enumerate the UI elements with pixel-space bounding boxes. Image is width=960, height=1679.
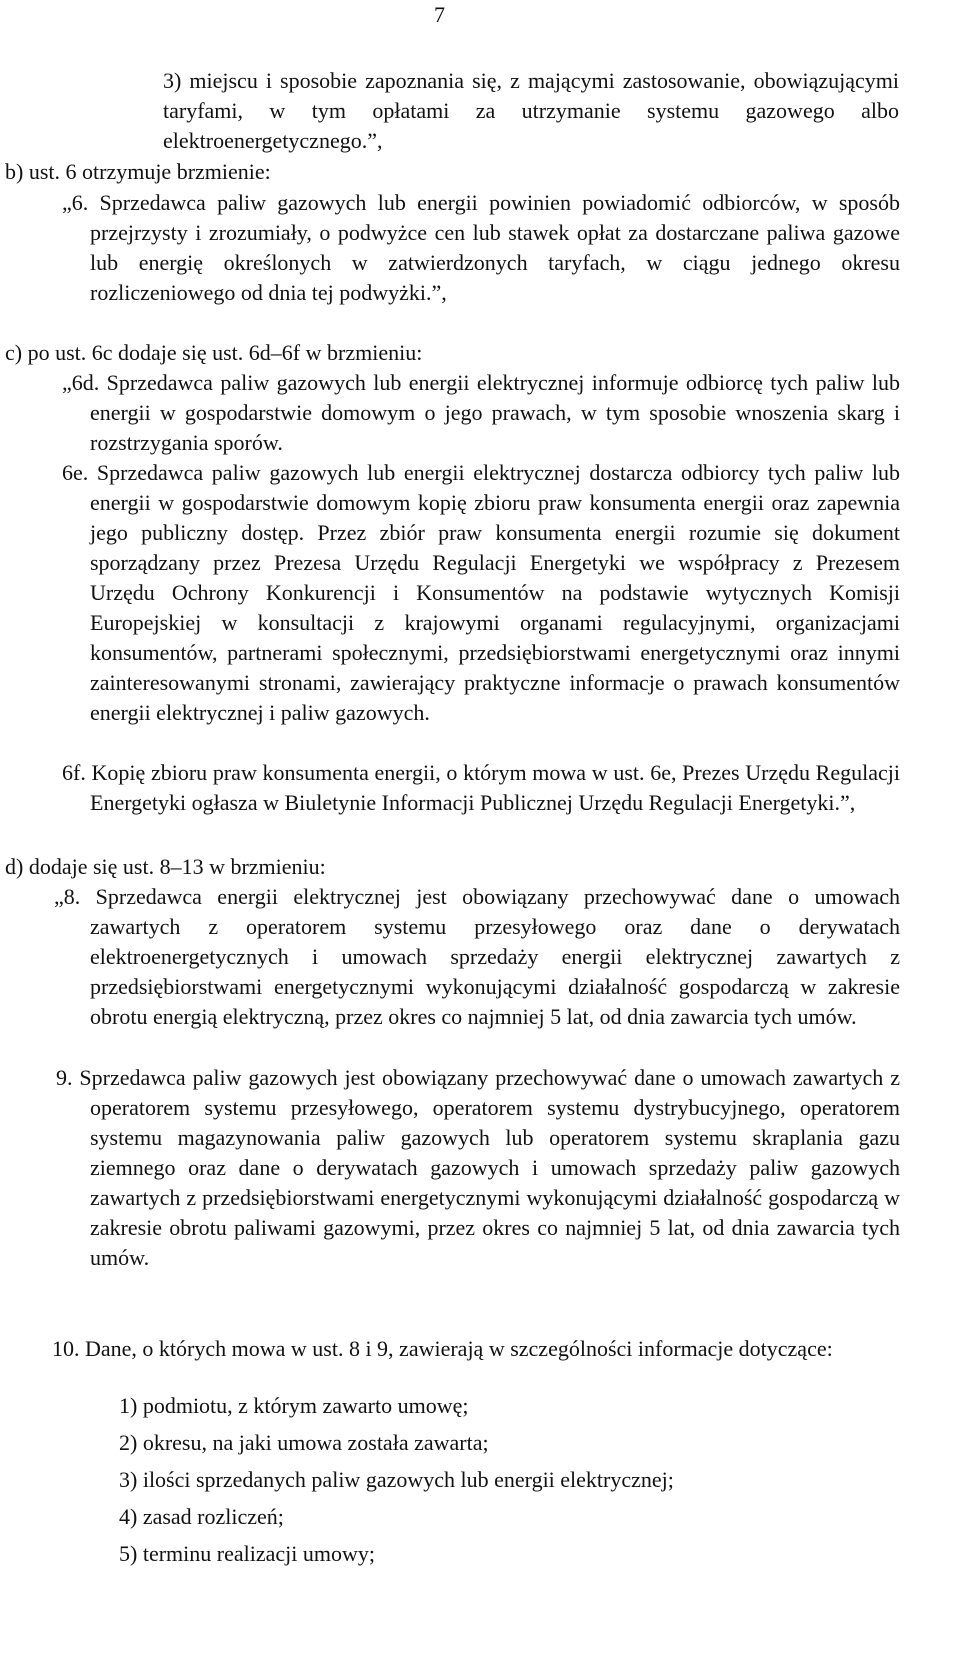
- paragraph-10: 10. Dane, o których mowa w ust. 8 i 9, zawierają w szczególności informacje dotyczące:: [52, 1336, 833, 1361]
- paragraph-3-item: 3) miejscu i sposobie zapoznania się, z mającymi zastosowanie, obowiązującymi taryfami, w tym opłatami za utrzymanie systemu gazowego albo elektroenergetycznego.”,: [163, 68, 899, 153]
- paragraph-6e: 6e. Sprzedawca paliw gazowych lub energii elektrycznej dostarcza odbiorcy tych paliw lub energii w gospodarstwie domowym kopię zbioru praw konsumenta energii oraz zapewnia jego publiczny dostęp. Przez zbiór praw konsumenta energii rozumie się dokument sporządzany przez Prezesa Urzędu Regulacji Energetyki we współpracy z Prezesem Urzędu Ochrony Konkurencji i Konsumentów na podstawie wytycznych Komisji Europejskiej w konsultacji z krajowymi organami regulacyjnymi, organizacjami konsumentów, partnerami społecznymi, przedsiębiorstwami energetycznymi oraz innymi zainteresowanymi stronami, zawierający praktyczne informacje o prawach konsumentów energii elektrycznej i paliw gazowych.: [62, 460, 900, 725]
- list-item: 5) terminu realizacji umowy;: [119, 1541, 375, 1566]
- amendment-b: b) ust. 6 otrzymuje brzmienie:: [5, 159, 271, 184]
- list-item: 3) ilości sprzedanych paliw gazowych lub energii elektrycznej;: [119, 1467, 674, 1492]
- paragraph-6f: 6f. Kopię zbioru praw konsumenta energii, o którym mowa w ust. 6e, Prezes Urzędu Regulacji Energetyki ogłasza w Biuletynie Informacji Publicznej Urzędu Regulacji Energetyki.”,: [62, 760, 900, 815]
- paragraph-6d: „6d. Sprzedawca paliw gazowych lub energii elektrycznej informuje odbiorcę tych paliw lub energii w gospodarstwie domowym o jego prawach, w tym sposobie wnoszenia skarg i rozstrzygania sporów.: [62, 370, 900, 455]
- amendment-d: d) dodaje się ust. 8–13 w brzmieniu:: [5, 854, 326, 879]
- paragraph-6: „6. Sprzedawca paliw gazowych lub energii powinien powiadomić odbiorców, w sposób przejrzysty i zrozumiały, o podwyżce cen lub stawek opłat za dostarczane paliwa gazowe lub energię określonych w zatwierdzonych taryfach, w ciągu jednego okresu rozliczeniowego od dnia tej podwyżki.”,: [62, 190, 900, 305]
- list-item: 2) okresu, na jaki umowa została zawarta;: [119, 1430, 489, 1455]
- paragraph-8: „8. Sprzedawca energii elektrycznej jest obowiązany przechowywać dane o umowach zawartych z operatorem systemu przesyłowego oraz dane o derywatach elektroenergetycznych i umowach sprzedaży energii elektrycznej zawartych z przedsiębiorstwami energetycznymi wykonującymi działalność gospodarczą w zakresie obrotu energią elektryczną, przez okres co najmniej 5 lat, od dnia zawarcia tych umów.: [54, 884, 900, 1029]
- list-item: 4) zasad rozliczeń;: [119, 1504, 284, 1529]
- paragraph-9: 9. Sprzedawca paliw gazowych jest obowiązany przechowywać dane o umowach zawartych z operatorem systemu przesyłowego, operatorem systemu dystrybucyjnego, operatorem systemu magazynowania paliw gazowych lub operatorem systemu skraplania gazu ziemnego oraz dane o derywatach gazowych i umowach sprzedaży paliw gazowych zawartych z przedsiębiorstwami energetycznymi wykonującymi działalność gospodarczą w zakresie obrotu paliwami gazowymi, przez okres co najmniej 5 lat, od dnia zawarcia tych umów.: [56, 1065, 900, 1270]
- list-item: 1) podmiotu, z którym zawarto umowę;: [119, 1393, 469, 1418]
- page-number: 7: [434, 2, 445, 27]
- amendment-c: c) po ust. 6c dodaje się ust. 6d–6f w brzmieniu:: [5, 340, 423, 365]
- data-items-list: [119, 1391, 674, 1576]
